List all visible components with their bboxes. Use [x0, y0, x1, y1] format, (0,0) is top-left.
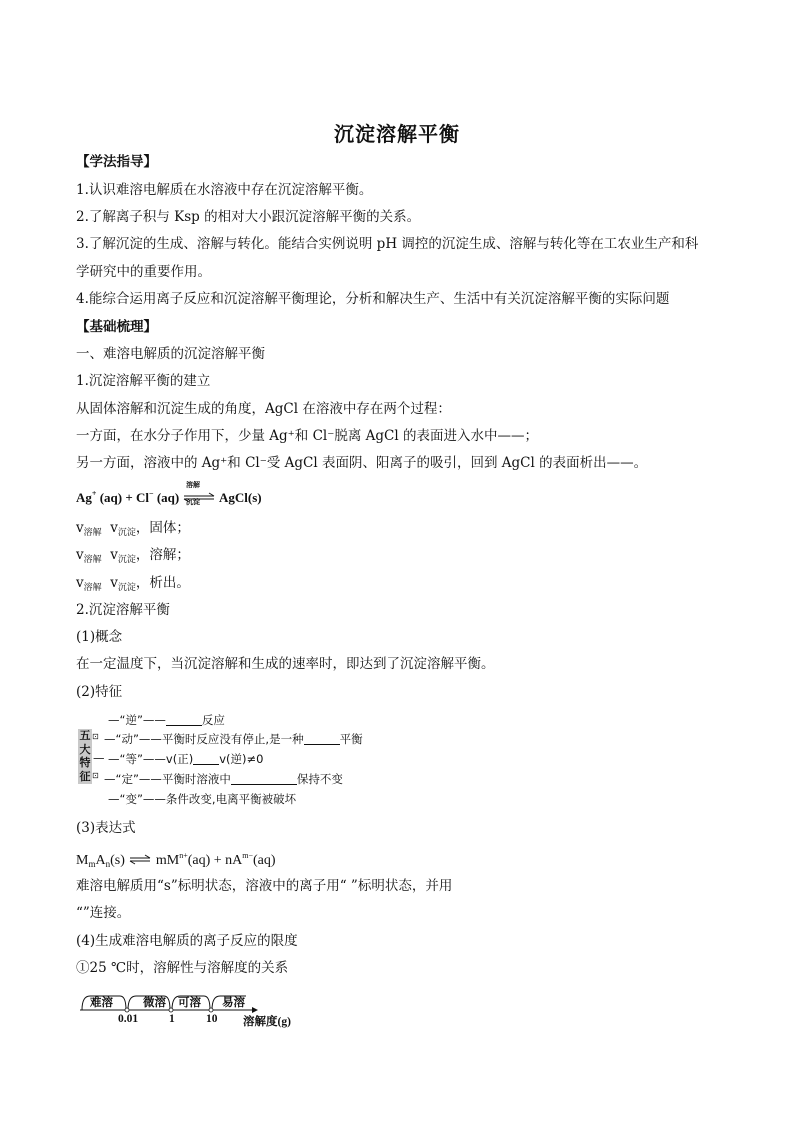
- feature-text: —“定”——平衡时溶液中: [104, 772, 231, 786]
- arrow-label-top: 溶解: [186, 481, 200, 489]
- expression-heading: (3)表达式: [76, 820, 136, 836]
- expr-right: (aq): [253, 853, 276, 868]
- tick-label: 10: [206, 1013, 218, 1025]
- badge-char: 特: [79, 756, 91, 769]
- paragraph: 从固体溶解和沉淀生成的角度，AgCl 在溶液中存在两个过程：: [76, 401, 451, 417]
- limit-heading: (4)生成难溶电解质的离子反应的限度: [76, 933, 298, 949]
- brace-mark: ⊡: [92, 732, 99, 741]
- section-study-guide: 【学法指导】: [76, 154, 157, 170]
- expr-sub: n: [105, 859, 111, 869]
- brace-mark: ⊡: [92, 771, 99, 780]
- feature-text: —“逆”——: [108, 713, 166, 727]
- guide-item: 1.认识难溶电解质在水溶液中存在沉淀溶解平衡。: [76, 182, 373, 198]
- feature-dynamic: [104, 731, 363, 747]
- feature-fixed: [104, 771, 343, 787]
- expr-right: (aq) + nA: [187, 853, 243, 868]
- feature-equal: [108, 751, 263, 767]
- heading-1: 一、难溶电解质的沉淀溶解平衡: [76, 346, 265, 362]
- feature-text: —“变”——条件改变,电离平衡被破坏: [108, 792, 297, 806]
- feature-reverse: [108, 712, 225, 728]
- feature-text: 平衡: [339, 732, 363, 746]
- badge-char: 大: [79, 742, 91, 756]
- v-symbol: v: [110, 520, 118, 536]
- arrow-label-bottom: 沉淀: [186, 498, 200, 506]
- feature-text: —“等”——v(正): [108, 752, 194, 766]
- tick-mark: [209, 1008, 213, 1012]
- expr-state: (s): [110, 853, 125, 868]
- eq-ag: Ag: [76, 490, 92, 505]
- v-subscript: 沉淀: [117, 555, 136, 565]
- five-features-badge: [78, 729, 92, 784]
- v-subscript: 溶解: [83, 528, 102, 538]
- guide-item: 学研究中的重要作用。: [76, 264, 211, 280]
- dissolution-equation: [76, 484, 262, 508]
- v-row: [76, 573, 190, 598]
- category-label: 微溶: [143, 997, 166, 1009]
- v-symbol: v: [76, 520, 84, 536]
- v-subscript: 溶解: [83, 555, 102, 565]
- eq-cl-charge: −: [149, 489, 154, 498]
- concept-heading: (1)概念: [76, 629, 123, 645]
- v-symbol: v: [76, 575, 84, 591]
- concept-text: 在一定温度下，当沉淀溶解和生成的速率时，即达到了沉淀溶解平衡。: [76, 656, 495, 672]
- category-label: 难溶: [90, 997, 113, 1009]
- feature-text: 保持不变: [296, 772, 343, 786]
- features-heading: (2)特征: [76, 684, 123, 700]
- expr-m: M: [76, 853, 89, 868]
- eq-right: AgCl(s): [219, 490, 262, 505]
- reversible-arrow-icon: [128, 850, 152, 868]
- fill-blank: [166, 713, 202, 726]
- tick-mark: [125, 1008, 129, 1012]
- expr-charge: m−: [242, 851, 254, 860]
- axis-label: 溶解度(g): [243, 1016, 291, 1028]
- v-subscript: 溶解: [83, 583, 102, 593]
- v-symbol: v: [76, 547, 84, 563]
- tick-mark: [169, 1008, 173, 1012]
- expr-sub: m: [88, 859, 96, 869]
- tick-label: 1: [169, 1013, 175, 1025]
- v-row: [76, 545, 190, 570]
- feature-text: 反应: [201, 713, 225, 727]
- limit-subheading: ①25 ℃时，溶解性与溶解度的关系: [76, 960, 289, 976]
- v-subscript: 沉淀: [117, 528, 136, 538]
- guide-item: 2.了解离子积与 Ksp 的相对大小跟沉淀溶解平衡的关系。: [76, 209, 421, 225]
- expr-a: A: [95, 853, 106, 868]
- eq-ag-charge: +: [91, 489, 97, 498]
- expr-right: mM: [155, 853, 180, 868]
- expression-note: 难溶电解质用“s”标明状态，溶液中的离子用“ ”标明状态，并用: [76, 878, 453, 894]
- v-row: [76, 518, 190, 543]
- section-basics: 【基础梳理】: [76, 319, 157, 335]
- v-row-text: ，溶解；: [135, 547, 190, 563]
- badge-char: 征: [79, 769, 91, 783]
- general-expression: [76, 846, 276, 874]
- v-subscript: 沉淀: [117, 583, 136, 593]
- brace-connector: —: [93, 751, 105, 765]
- feature-change: [108, 791, 296, 807]
- heading-1-1: 1.沉淀溶解平衡的建立: [76, 373, 211, 389]
- expr-charge: n+: [179, 851, 188, 860]
- eq-left-rest: (aq) + Cl: [96, 490, 149, 505]
- feature-text: v(逆)≠0: [219, 752, 264, 766]
- feature-text: —“动”——平衡时反应没有停止,是一种: [104, 732, 304, 746]
- fill-blank: [304, 732, 340, 745]
- expression-note: “”连接。: [76, 905, 131, 921]
- category-label: 易溶: [222, 997, 245, 1009]
- guide-item: 3.了解沉淀的生成、溶解与转化。能结合实例说明 pH 调控的沉淀生成、溶解与转化等在工农业生产和科: [76, 236, 699, 252]
- badge-char: 五: [79, 729, 91, 742]
- category-label: 可溶: [178, 997, 201, 1009]
- v-row-text: ，析出。: [135, 575, 190, 591]
- fill-blank: [231, 772, 297, 785]
- eq-cl-rest: (aq): [153, 490, 180, 505]
- tick-label: 0.01: [118, 1013, 139, 1025]
- v-symbol: v: [110, 575, 118, 591]
- heading-1-2: 2.沉淀溶解平衡: [76, 602, 170, 618]
- page-title: 沉淀溶解平衡: [334, 122, 460, 146]
- guide-item: 4.能综合运用离子反应和沉淀溶解平衡理论，分析和解决生产、生活中有关沉淀溶解平衡的实际问题: [76, 291, 670, 307]
- v-row-text: ，固体；: [135, 520, 190, 536]
- paragraph: 一方面，在水分子作用下，少量 Ag⁺和 Cl⁻脱离 AgCl 的表面进入水中——；: [76, 428, 538, 444]
- fill-blank: [193, 752, 219, 765]
- v-symbol: v: [110, 547, 118, 563]
- paragraph: 另一方面，溶液中的 Ag⁺和 Cl⁻受 AgCl 表面阴、阳离子的吸引，回到 AgCl 的表面析出——。: [76, 455, 648, 471]
